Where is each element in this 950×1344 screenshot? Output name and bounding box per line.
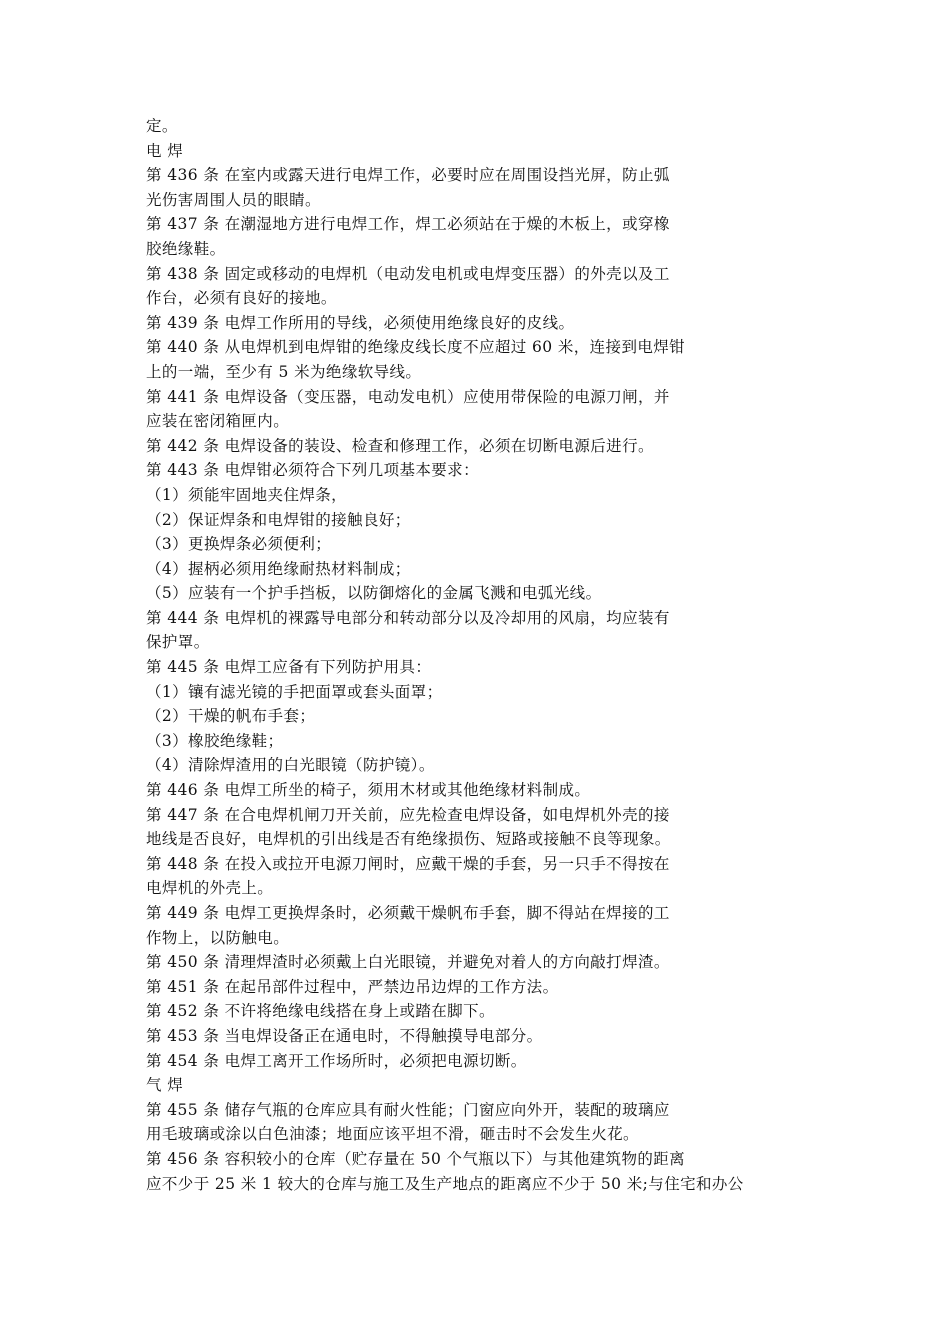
list-item: （5）应装有一个护手挡板，以防御熔化的金属飞溅和电弧光线。 (146, 584, 602, 603)
article-436: 第 436 条 在室内或露天进行电焊工作，必要时应在周围设挡光屏，防止弧 (146, 166, 670, 185)
article-449: 第 449 条 电焊工更换焊条时，必须戴干燥帆布手套，脚不得站在焊接的工 (146, 904, 670, 922)
article-440: 第 440 条 从电焊机到电焊钳的绝缘皮线长度不应超过 60 米，连接到电焊钳 (146, 338, 686, 357)
text-line: 定。 (146, 117, 178, 135)
list-item: （3）更换焊条必须便利； (146, 535, 332, 554)
article-445: 第 445 条 电焊工应备有下列防护用具： (146, 658, 432, 677)
text-line: 应不少于 25 米 1 较大的仓库与施工及生产地点的距离应不少于 50 米;与住宅和办公 (146, 1174, 744, 1193)
section-heading-electric-welding: 电 焊 (146, 141, 184, 160)
article-455: 第 455 条 储存气瓶的仓库应具有耐火性能；门窗应向外开，装配的玻璃应 (146, 1100, 670, 1119)
list-item: （3）橡胶绝缘鞋； (146, 731, 284, 750)
article-447: 第 447 条 在合电焊机闸刀开关前，应先检查电焊设备，如电焊机外壳的接 (146, 805, 670, 824)
article-456: 第 456 条 容积较小的仓库（贮存量在 50 个气瓶以下）与其他建筑物的距离 (146, 1149, 686, 1168)
list-item: （4）清除焊渣用的白光眼镜（防护镜）。 (146, 756, 435, 775)
article-454: 第 454 条 电焊工离开工作场所时，必须把电源切断。 (146, 1051, 527, 1070)
article-443: 第 443 条 电焊钳必须符合下列几项基本要求： (146, 461, 479, 480)
article-437: 第 437 条 在潮湿地方进行电焊工作，焊工必须站在于燥的木板上，或穿橡 (146, 215, 670, 234)
text-line: 保护罩。 (146, 633, 210, 652)
article-450: 第 450 条 清理焊渣时必须戴上白光眼镜，并避免对着人的方向敲打焊渣。 (146, 953, 670, 972)
article-439: 第 439 条 电焊工作所用的导线，必须使用绝缘良好的皮线。 (146, 313, 575, 332)
section-heading-gas-welding: 气 焊 (146, 1076, 184, 1095)
article-446: 第 446 条 电焊工所坐的椅子，须用木材或其他绝缘材料制成。 (146, 781, 591, 800)
text-line: 光伤害周围人员的眼睛。 (146, 190, 321, 209)
article-441: 第 441 条 电焊设备（变压器，电动发电机）应使用带保险的电源刀闸，并 (146, 387, 670, 406)
list-item: （2）干燥的帆布手套； (146, 707, 316, 726)
text-line: 胶绝缘鞋。 (146, 239, 226, 258)
list-item: （2）保证焊条和电焊钳的接触良好； (146, 510, 411, 529)
text-line: 电焊机的外壳上。 (146, 879, 274, 898)
text-line: 应装在密闭箱匣内。 (146, 412, 290, 431)
list-item: （1）镶有滤光镜的手把面罩或套头面罩； (146, 682, 443, 701)
text-line: 上的一端，至少有 5 米为绝缘软导线。 (146, 362, 422, 381)
text-line: 用毛玻璃或涂以白色油漆；地面应该平坦不滑，砸击时不会发生火花。 (146, 1125, 639, 1144)
article-451: 第 451 条 在起吊部件过程中，严禁边吊边焊的工作方法。 (146, 977, 559, 996)
article-444: 第 444 条 电焊机的裸露导电部分和转动部分以及冷却用的风扇，均应装有 (146, 608, 670, 627)
text-line: 作物上，以防触电。 (146, 928, 290, 947)
document-body (146, 114, 786, 1196)
list-item: （4）握柄必须用绝缘耐热材料制成； (146, 559, 411, 578)
article-448: 第 448 条 在投入或拉开电源刀闸时，应戴干燥的手套，另一只手不得按在 (146, 854, 670, 873)
article-438: 第 438 条 固定或移动的电焊机（电动发电机或电焊变压器）的外壳以及工 (146, 264, 670, 283)
list-item: （1）须能牢固地夹住焊条， (146, 485, 348, 504)
article-442: 第 442 条 电焊设备的装设、检查和修理工作，必须在切断电源后进行。 (146, 436, 654, 455)
article-453: 第 453 条 当电焊设备正在通电时，不得触摸导电部分。 (146, 1026, 543, 1045)
text-line: 作台，必须有良好的接地。 (146, 289, 337, 308)
text-line: 地线是否良好，电焊机的引出线是否有绝缘损伤、短路或接触不良等现象。 (146, 830, 671, 849)
article-452: 第 452 条 不许将绝缘电线搭在身上或踏在脚下。 (146, 1002, 495, 1021)
